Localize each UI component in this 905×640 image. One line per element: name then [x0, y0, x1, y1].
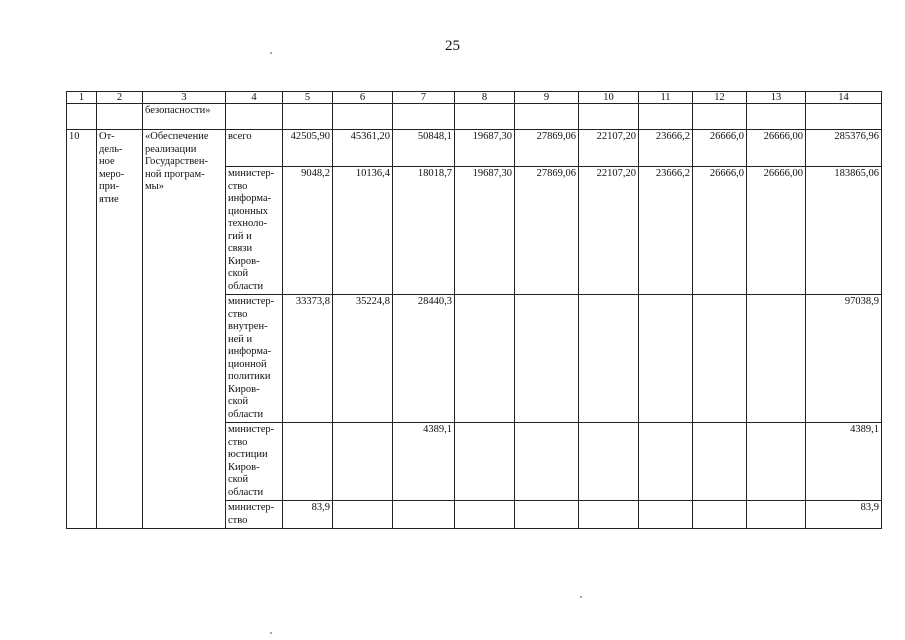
value-cell	[333, 423, 393, 501]
value-cell	[515, 423, 579, 501]
executor-cell	[226, 295, 283, 423]
value-cell	[639, 423, 693, 501]
value-cell: 26666,00	[747, 167, 806, 295]
value-cell: 83,9	[283, 501, 333, 529]
executor-line: ство	[228, 436, 248, 448]
executor-cell	[226, 423, 283, 501]
value-cell: 183865,06	[806, 167, 882, 295]
value-cell	[283, 423, 333, 501]
measure-name-line: «Обеспечение	[145, 131, 209, 142]
value-cell	[693, 501, 747, 529]
executor-line: ство	[228, 308, 248, 320]
value-cell	[639, 295, 693, 423]
continuation-row	[67, 104, 882, 130]
value-cell: 28440,3	[393, 295, 455, 423]
row-number-cell: 10	[67, 130, 97, 529]
executor-line: министер-	[228, 424, 275, 435]
measure-name-line: мы»	[145, 181, 164, 192]
value-cell: 19687,30	[455, 167, 515, 295]
continuation-cell	[67, 104, 97, 130]
header-cell-2: 2	[97, 92, 143, 104]
header-cell-5: 5	[283, 92, 333, 104]
value-cell	[455, 501, 515, 529]
value-cell	[747, 501, 806, 529]
header-cell-6: 6	[333, 92, 393, 104]
executor-line: Киров-	[228, 383, 260, 395]
header-cell-11: 11	[639, 92, 693, 104]
executor-line: ство	[228, 180, 248, 192]
header-cell-7: 7	[393, 92, 455, 104]
value-cell: 42505,90	[283, 130, 333, 167]
value-cell	[515, 295, 579, 423]
measure-type-line: От-	[99, 131, 115, 142]
value-cell: 9048,2	[283, 167, 333, 295]
executor-line: ской	[228, 474, 249, 485]
executor-line: информа-	[228, 346, 272, 357]
executor-cell	[226, 167, 283, 295]
continuation-cell	[579, 104, 639, 130]
executor-line: области	[228, 280, 264, 292]
value-cell	[747, 423, 806, 501]
value-cell: 4389,1	[393, 423, 455, 501]
value-cell	[693, 295, 747, 423]
continuation-text: безопасности»	[143, 104, 226, 130]
continuation-cell	[393, 104, 455, 130]
continuation-cell	[455, 104, 515, 130]
table-row	[67, 130, 882, 167]
continuation-cell	[747, 104, 806, 130]
scan-speck	[270, 52, 272, 54]
executor-line: области	[228, 408, 264, 420]
executor-line: Киров-	[228, 255, 260, 267]
value-cell: 27869,06	[515, 167, 579, 295]
executor-cell	[226, 501, 283, 529]
value-cell: 26666,00	[747, 130, 806, 167]
header-cell-14: 14	[806, 92, 882, 104]
measure-type-line: при-	[99, 181, 119, 192]
header-cell-8: 8	[455, 92, 515, 104]
value-cell: 97038,9	[806, 295, 882, 423]
value-cell: 22107,20	[579, 130, 639, 167]
measure-type-line: ное	[99, 156, 115, 167]
program-budget-table	[66, 91, 882, 529]
value-cell	[639, 501, 693, 529]
value-cell: 50848,1	[393, 130, 455, 167]
continuation-cell	[333, 104, 393, 130]
continuation-cell	[226, 104, 283, 130]
executor-line: ней и	[228, 333, 253, 345]
continuation-cell	[806, 104, 882, 130]
scan-speck	[580, 596, 582, 598]
executor-cell	[226, 130, 283, 167]
measure-type-line: меро-	[99, 168, 125, 180]
value-cell	[455, 295, 515, 423]
value-cell: 4389,1	[806, 423, 882, 501]
executor-line: Киров-	[228, 461, 260, 473]
executor-line: всего	[228, 131, 252, 142]
executor-line: связи	[228, 243, 253, 254]
executor-line: внутрен-	[228, 321, 268, 332]
value-cell: 10136,4	[333, 167, 393, 295]
value-cell	[393, 501, 455, 529]
measure-type-line: дель-	[99, 143, 123, 155]
measure-type-line: ятие	[99, 193, 119, 205]
value-cell	[333, 501, 393, 529]
header-cell-1: 1	[67, 92, 97, 104]
executor-line: ционной	[228, 358, 267, 370]
executor-line: области	[228, 486, 264, 498]
value-cell: 83,9	[806, 501, 882, 529]
value-cell: 26666,0	[693, 130, 747, 167]
executor-line: ской	[228, 396, 249, 407]
value-cell: 33373,8	[283, 295, 333, 423]
value-cell	[515, 501, 579, 529]
scan-speck	[270, 632, 272, 634]
page-number: 25	[445, 38, 460, 54]
executor-line: гий и	[228, 230, 252, 242]
executor-line: министер-	[228, 296, 275, 307]
continuation-cell	[515, 104, 579, 130]
value-cell	[747, 295, 806, 423]
executor-line: юстиции	[228, 449, 268, 460]
value-cell: 26666,0	[693, 167, 747, 295]
value-cell	[455, 423, 515, 501]
header-cell-13: 13	[747, 92, 806, 104]
value-cell: 27869,06	[515, 130, 579, 167]
executor-line: техноло-	[228, 218, 268, 229]
header-cell-4: 4	[226, 92, 283, 104]
value-cell: 45361,20	[333, 130, 393, 167]
executor-line: политики	[228, 371, 271, 382]
continuation-cell	[639, 104, 693, 130]
executor-line: министер-	[228, 168, 275, 179]
executor-line: ционных	[228, 205, 269, 217]
value-cell	[579, 501, 639, 529]
value-cell: 19687,30	[455, 130, 515, 167]
measure-name-line: реализации	[145, 143, 197, 155]
header-cell-3: 3	[143, 92, 226, 104]
header-cell-12: 12	[693, 92, 747, 104]
value-cell	[693, 423, 747, 501]
header-cell-9: 9	[515, 92, 579, 104]
executor-line: министер-	[228, 502, 275, 513]
value-cell	[579, 423, 639, 501]
value-cell: 35224,8	[333, 295, 393, 423]
measure-name-line: Государствен-	[145, 156, 208, 167]
value-cell: 22107,20	[579, 167, 639, 295]
value-cell	[579, 295, 639, 423]
measure-name-cell	[143, 130, 226, 529]
value-cell: 23666,2	[639, 130, 693, 167]
header-row	[67, 92, 882, 104]
executor-line: ской	[228, 268, 249, 279]
measure-type-cell	[97, 130, 143, 529]
continuation-cell	[97, 104, 143, 130]
executor-line: информа-	[228, 193, 272, 204]
measure-name-line: ной програм-	[145, 168, 205, 180]
value-cell: 285376,96	[806, 130, 882, 167]
continuation-cell	[693, 104, 747, 130]
value-cell: 23666,2	[639, 167, 693, 295]
header-cell-10: 10	[579, 92, 639, 104]
value-cell: 18018,7	[393, 167, 455, 295]
continuation-cell	[283, 104, 333, 130]
executor-line: ство	[228, 514, 248, 526]
